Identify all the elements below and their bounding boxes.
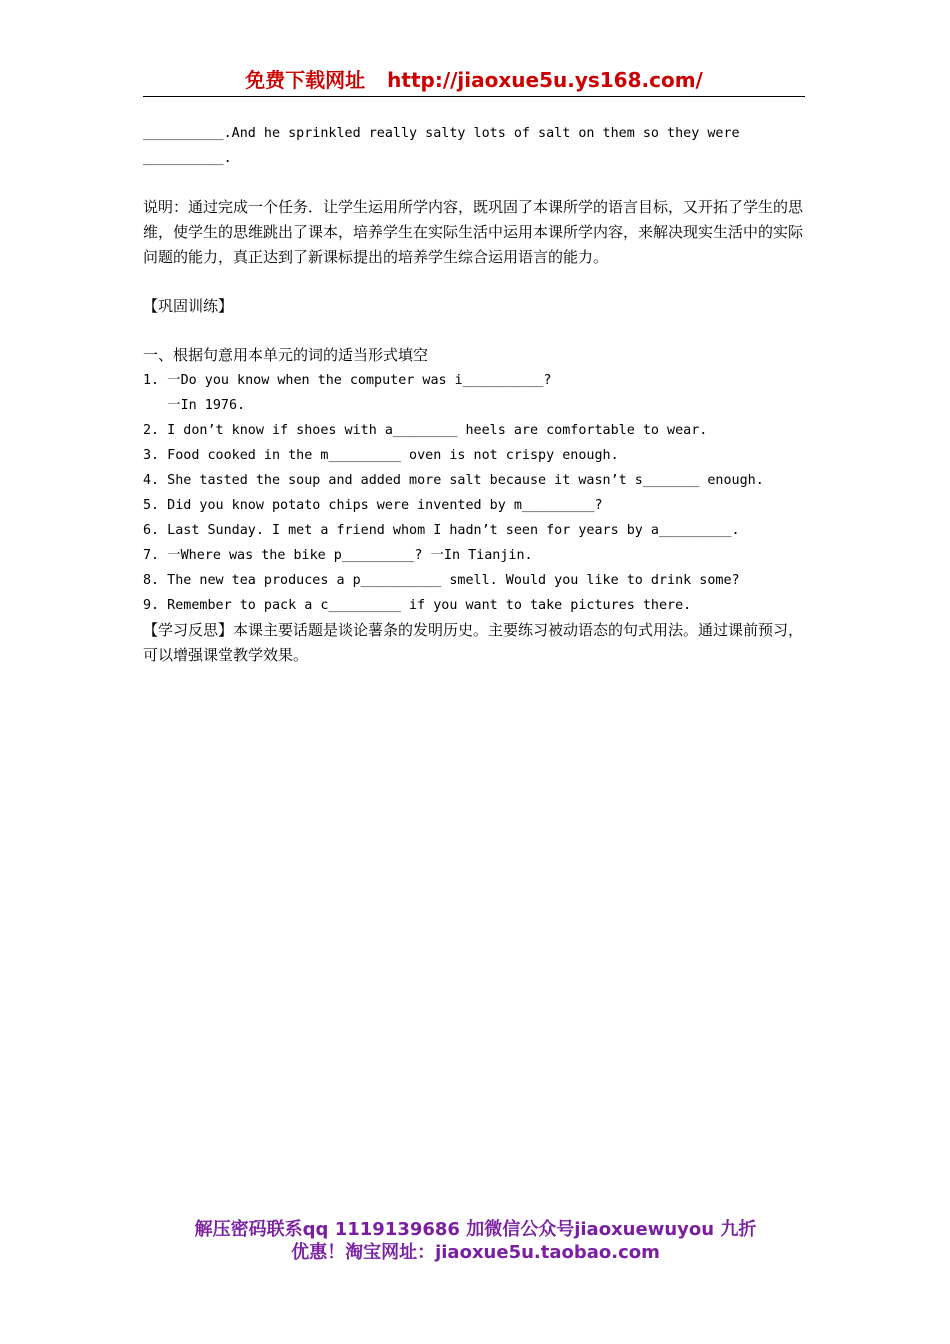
exercise-item-8: 8. The new tea produces a p__________ smell. Would you like to drink some? (143, 573, 740, 588)
exercise-item-1-answer: 一In 1976. (143, 398, 246, 413)
page-header (143, 66, 805, 97)
story-line-2: __________. (143, 151, 232, 166)
header-site-name: 免费下载网址 (245, 68, 366, 92)
document-body (143, 121, 808, 668)
exercise-item-4: 4. She tasted the soup and added more salt because it wasn’t s_______ enough. (143, 473, 764, 488)
exercise-item-5: 5. Did you know potato chips were invented by m_________? (143, 498, 603, 513)
page-footer (143, 1218, 808, 1264)
exercise-item-9: 9. Remember to pack a c_________ if you want to take pictures there. (143, 598, 692, 613)
exercise-item-7: 7. 一Where was the bike p_________? 一In Tianjin. (143, 548, 533, 563)
footer-shop-line[interactable]: 优惠！淘宝网址：jiaoxue5u.taobao.com (291, 1242, 660, 1263)
practice-part-title: 一、根据句意用本单元的词的适当形式填空 (143, 346, 429, 364)
exercise-item-3: 3. Food cooked in the m_________ oven is not crispy enough. (143, 448, 619, 463)
exercise-item-2: 2. I don’t know if shoes with a________ heels are comfortable to wear. (143, 423, 708, 438)
footer-contact-line: 解压密码联系qq 1119139686 加微信公众号jiaoxuewuyou 九折 (194, 1219, 757, 1240)
teaching-note: 说明：通过完成一个任务．让学生运用所学内容，既巩固了本课所学的语言目标，又开拓了学生的思维，使学生的思维跳出了课本，培养学生在实际生活中运用本课所学内容，来解决现实生活中的实际问题的能力，真正达到了新课标提出的培养学生综合运用语言的能力。 (143, 198, 804, 266)
exercise-item-6: 6. Last Sunday. I met a friend whom I hadn’t seen for years by a_________. (143, 523, 740, 538)
learning-reflection: 【学习反思】本课主要话题是谈论薯条的发明历史。主要练习被动语态的句式用法。通过课前预习，可以增强课堂教学效果。 (143, 621, 804, 664)
header-url-link[interactable]: http://jiaoxue5u.ys168.com/ (387, 68, 703, 92)
story-line-1: __________.And he sprinkled really salty lots of salt on them so they were (143, 126, 740, 141)
exercise-item-1: 1. 一Do you know when the computer was i__________? (143, 373, 552, 388)
practice-heading: 【巩固训练】 (143, 297, 234, 315)
